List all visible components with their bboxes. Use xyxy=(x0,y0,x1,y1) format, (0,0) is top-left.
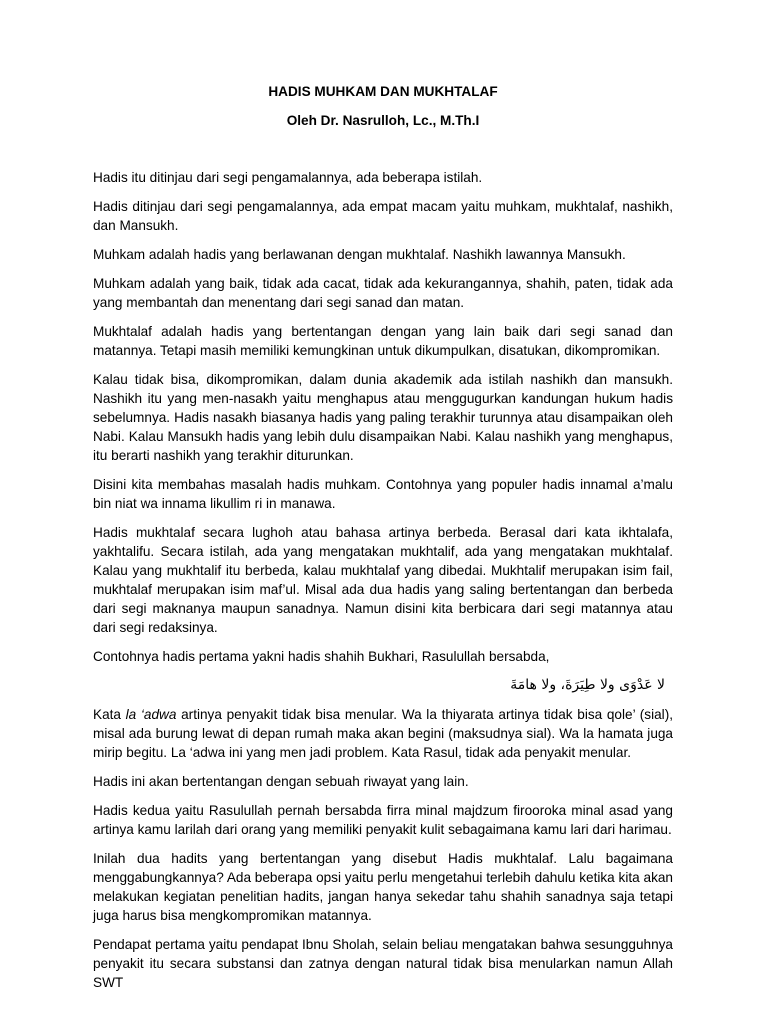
paragraph-10-term: la ‘adwa xyxy=(125,707,177,722)
paragraph-8: Hadis mukhtalaf secara lughoh atau bahasa artinya berbeda. Berasal dari kata ikhtalafa, yakhtalifu. Secara istilah, ada yang mengatakan mukhtalif, ada yang mengatakan mukhtalaf. Kalau yang mukhtalif itu berbeda, kalau mukhtalaf yang dibedai. Mukhtalif merupakan isim fail, mukhtalaf merupakan isim maf’ul. Misal ada dua hadis yang saling bertentangan dan berbeda dari segi maknanya maupun sanadnya. Namun disini kita berbicara dari segi matannya atau dari segi redaksinya. xyxy=(93,525,673,635)
paragraph-3: Muhkam adalah hadis yang berlawanan dengan mukhtalaf. Nashikh lawannya Mansukh. xyxy=(93,247,626,262)
arabic-hadith-text: لا عَدْوَى ولا طِيَرَةَ، ولا هامَةَ xyxy=(510,677,665,693)
paragraph-5: Mukhtalaf adalah hadis yang bertentangan dengan yang lain baik dari segi sanad dan matannya. Tetapi masih memiliki kemungkinan untuk dikumpulkan, disatukan, dikompromikan. xyxy=(93,324,673,358)
paragraph-10-rest: artinya penyakit tidak bisa menular. Wa la thiyarata artinya tidak bisa qole’ (sial), misal ada burung lewat di depan rumah maka akan begini (maksudnya sial). Wa la hamata juga mirip begitu. La ‘adwa ini yang men jadi problem. Kata Rasul, tidak ada penyakit menular. xyxy=(93,707,673,760)
document-page xyxy=(93,82,673,1002)
paragraph-12: Hadis kedua yaitu Rasulullah pernah bersabda firra minal majdzum firooroka minal asad yang artinya kamu larilah dari orang yang memiliki penyakit kulit sebagaimana kamu lari dari harimau. xyxy=(93,803,673,837)
paragraph-10 xyxy=(93,705,673,762)
paragraph-6: Kalau tidak bisa, dikompromikan, dalam dunia akademik ada istilah nashikh dan mansukh. Nashikh itu yang men-nasakh yaitu menghapus atau menggugurkan kandungan hukum hadis sebelumnya. Hadis nasakh biasanya hadis yang paling terakhir turunnya atau disampaikan oleh Nabi. Kalau Mansukh hadis yang lebih dulu disampaikan Nabi. Kalau nashikh yang menghapus, itu berarti nashikh yang terakhir diturunkan. xyxy=(93,372,673,463)
document-author: Oleh Dr. Nasrulloh, Lc., M.Th.I xyxy=(286,113,480,128)
paragraph-11: Hadis ini akan bertentangan dengan sebuah riwayat yang lain. xyxy=(93,774,469,789)
paragraph-13: Inilah dua hadits yang bertentangan yang disebut Hadis mukhtalaf. Lalu bagaimana menggabungkannya? Ada beberapa opsi yaitu perlu mengetahui terlebih dahulu ketika kita akan melakukan kegiatan penelitian hadits, jangan hanya sekedar tahu shahih sanadnya saja tetapi juga harus bisa mengkompromikan matannya. xyxy=(93,851,673,923)
paragraph-4: Muhkam adalah yang baik, tidak ada cacat, tidak ada kekurangannya, shahih, paten, tidak ada yang membantah dan menentang dari segi sanad dan matan. xyxy=(93,276,673,310)
paragraph-9: Contohnya hadis pertama yakni hadis shahih Bukhari, Rasulullah bersabda, xyxy=(93,649,550,664)
paragraph-10-prefix: Kata xyxy=(93,707,126,722)
paragraph-14: Pendapat pertama yaitu pendapat Ibnu Sholah, selain beliau mengatakan bahwa sesungguhnya penyakit itu secara substansi dan zatnya dengan natural tidak bisa menularkan namun Allah SWT xyxy=(93,937,673,990)
paragraph-7: Disini kita membahas masalah hadis muhkam. Contohnya yang populer hadis innamal a’malu bin niat wa innama likullim ri in manawa. xyxy=(93,477,673,511)
document-title: HADIS MUHKAM DAN MUKHTALAF xyxy=(268,84,498,99)
paragraph-1: Hadis itu ditinjau dari segi pengamalannya, ada beberapa istilah. xyxy=(93,170,483,185)
paragraph-2: Hadis ditinjau dari segi pengamalannya, ada empat macam yaitu muhkam, mukhtalaf, nashikh, dan Mansukh. xyxy=(93,199,673,233)
